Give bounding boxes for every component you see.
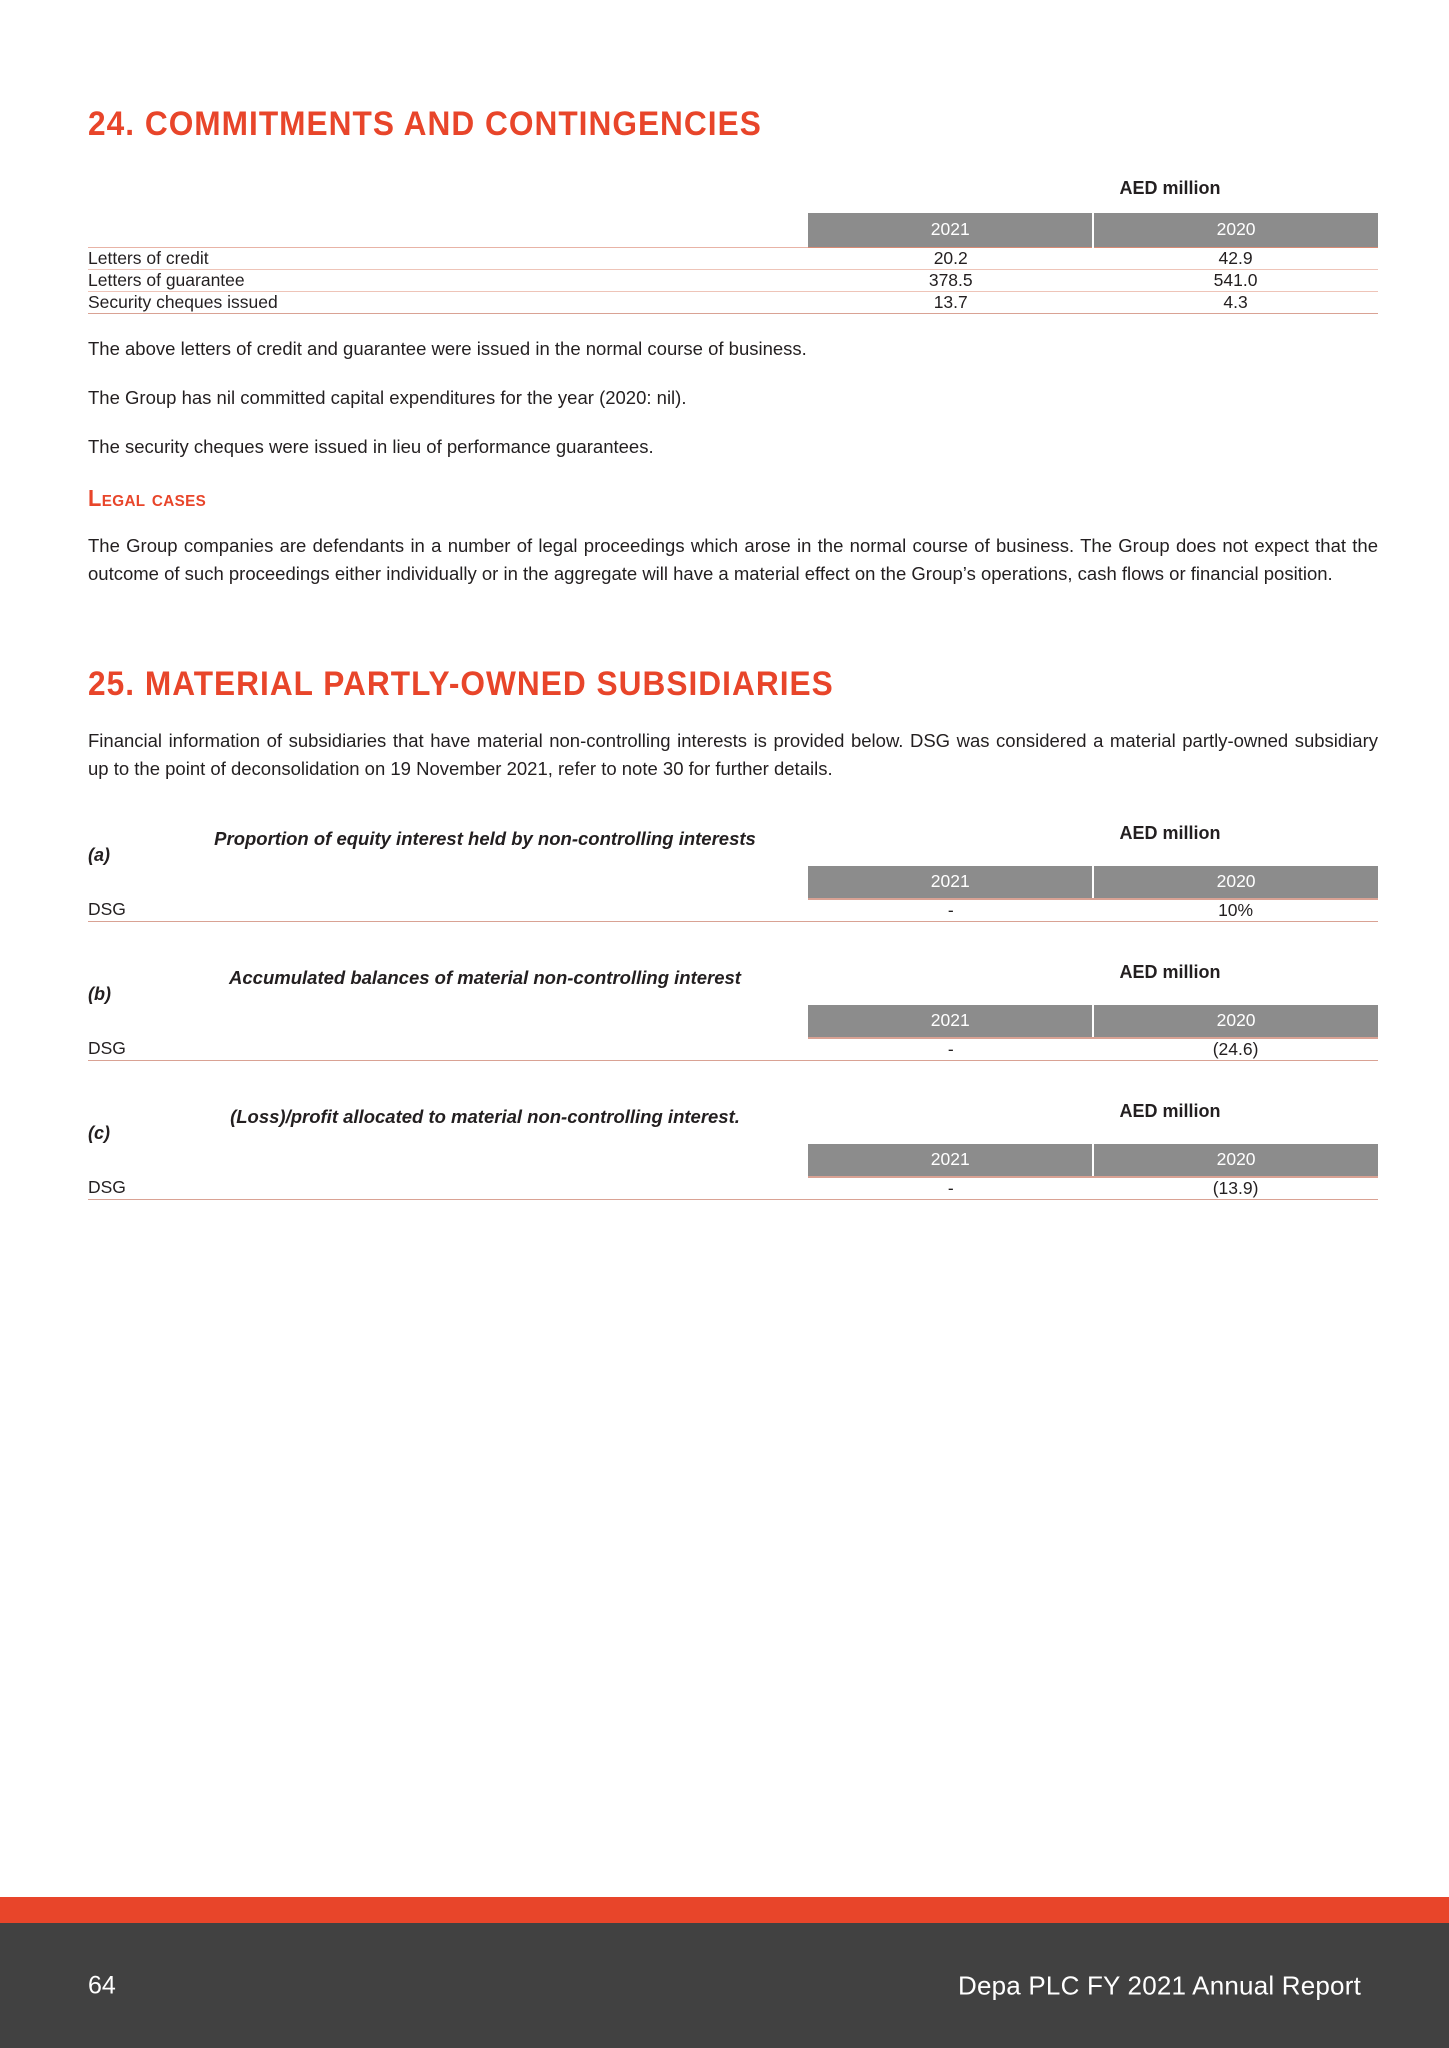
column-header-2020: 2020 bbox=[1093, 1144, 1378, 1177]
units-label-subtable-b: AED million bbox=[1119, 961, 1221, 982]
row-value-2020: 4.3 bbox=[1093, 291, 1378, 313]
units-label-subtable-a: AED million bbox=[1119, 822, 1221, 843]
footer-page-number: 64 bbox=[88, 1971, 116, 1999]
subtable-b-table bbox=[88, 1005, 1378, 1061]
column-header-blank bbox=[88, 213, 808, 248]
units-label-subtable-c: AED million bbox=[1119, 1100, 1221, 1121]
row-value-2021: - bbox=[808, 899, 1093, 922]
page-footer bbox=[0, 1923, 1449, 2048]
table-header-row bbox=[88, 213, 1378, 248]
page-content bbox=[88, 0, 1378, 1200]
column-header-2020: 2020 bbox=[1093, 866, 1378, 899]
subtable-a-table bbox=[88, 866, 1378, 922]
row-label: DSG bbox=[88, 1038, 808, 1061]
row-value-2021: 20.2 bbox=[808, 247, 1093, 269]
table-row bbox=[88, 269, 1378, 291]
row-label: DSG bbox=[88, 899, 808, 922]
commitments-table-wrapper bbox=[88, 178, 1378, 314]
column-header-2021: 2021 bbox=[808, 1005, 1093, 1038]
row-value-2020: (13.9) bbox=[1093, 1177, 1378, 1200]
table-row bbox=[88, 1038, 1378, 1061]
subtable-a-letter: (a) bbox=[88, 844, 110, 865]
subtable-c-caption: (Loss)/profit allocated to material non-controlling interest. bbox=[230, 1105, 740, 1127]
row-value-2021: 378.5 bbox=[808, 269, 1093, 291]
note24-paragraph-2: The Group has nil committed capital expenditures for the year (2020: nil). bbox=[88, 386, 687, 408]
row-value-2021: 13.7 bbox=[808, 291, 1093, 313]
table-row bbox=[88, 247, 1378, 269]
subtable-a bbox=[88, 823, 1378, 922]
section-title-note25: 25. MATERIAL PARTLY-OWNED SUBSIDIARIES bbox=[88, 664, 834, 703]
page-title: 24. COMMITMENTS AND CONTINGENCIES bbox=[88, 104, 762, 143]
row-label: DSG bbox=[88, 1177, 808, 1200]
commitments-table bbox=[88, 213, 1378, 314]
row-label: Letters of credit bbox=[88, 247, 808, 269]
column-header-blank bbox=[88, 1144, 808, 1177]
row-value-2021: - bbox=[808, 1038, 1093, 1061]
note24-paragraph-1: The above letters of credit and guarantee were issued in the normal course of business. bbox=[88, 337, 807, 359]
row-value-2020: 541.0 bbox=[1093, 269, 1378, 291]
column-header-2021: 2021 bbox=[808, 1144, 1093, 1177]
subtable-b-letter: (b) bbox=[88, 983, 111, 1004]
column-header-blank bbox=[88, 1005, 808, 1038]
units-label-note24: AED million bbox=[1119, 177, 1221, 198]
subtable-c-letter: (c) bbox=[88, 1122, 110, 1143]
legal-cases-heading: Legal cases bbox=[88, 485, 207, 512]
subtable-b bbox=[88, 962, 1378, 1061]
row-label: Security cheques issued bbox=[88, 291, 808, 313]
column-header-2021: 2021 bbox=[808, 866, 1093, 899]
footer-accent-rule bbox=[0, 1897, 1449, 1923]
note24-paragraph-3: The security cheques were issued in lieu of performance guarantees. bbox=[88, 436, 654, 458]
table-header-row bbox=[88, 1144, 1378, 1177]
column-header-2021: 2021 bbox=[808, 213, 1093, 248]
subtable-b-caption: Accumulated balances of material non-controlling interest bbox=[229, 966, 741, 988]
footer-report-title: Depa PLC FY 2021 Annual Report bbox=[957, 1970, 1361, 2000]
row-value-2021: - bbox=[808, 1177, 1093, 1200]
table-row bbox=[88, 899, 1378, 922]
legal-cases-paragraph: The Group companies are defendants in a number of legal proceedings which arose in the normal course of business. The Group does not expect that the outcome of such proceedings either individually or in the aggregate will have a material effect on the Group’s operations, cash flows or financial position. bbox=[88, 534, 1378, 584]
subtable-a-caption: Proportion of equity interest held by non-controlling interests bbox=[214, 827, 756, 849]
row-value-2020: (24.6) bbox=[1093, 1038, 1378, 1061]
row-label: Letters of guarantee bbox=[88, 269, 808, 291]
column-header-blank bbox=[88, 866, 808, 899]
table-header-row bbox=[88, 1005, 1378, 1038]
subtable-c-table bbox=[88, 1144, 1378, 1200]
table-header-row bbox=[88, 866, 1378, 899]
table-row bbox=[88, 1177, 1378, 1200]
column-header-2020: 2020 bbox=[1093, 1005, 1378, 1038]
subtable-c bbox=[88, 1101, 1378, 1200]
table-row bbox=[88, 291, 1378, 313]
note25-intro-paragraph: Financial information of subsidiaries that have material non-controlling interests is provided below. DSG was considered a material partly-owned subsidiary up to the point of deconsolidation on 19 November 2021, refer to note 30 for further details. bbox=[88, 729, 1378, 779]
column-header-2020: 2020 bbox=[1093, 213, 1378, 248]
row-value-2020: 42.9 bbox=[1093, 247, 1378, 269]
row-value-2020: 10% bbox=[1093, 899, 1378, 922]
